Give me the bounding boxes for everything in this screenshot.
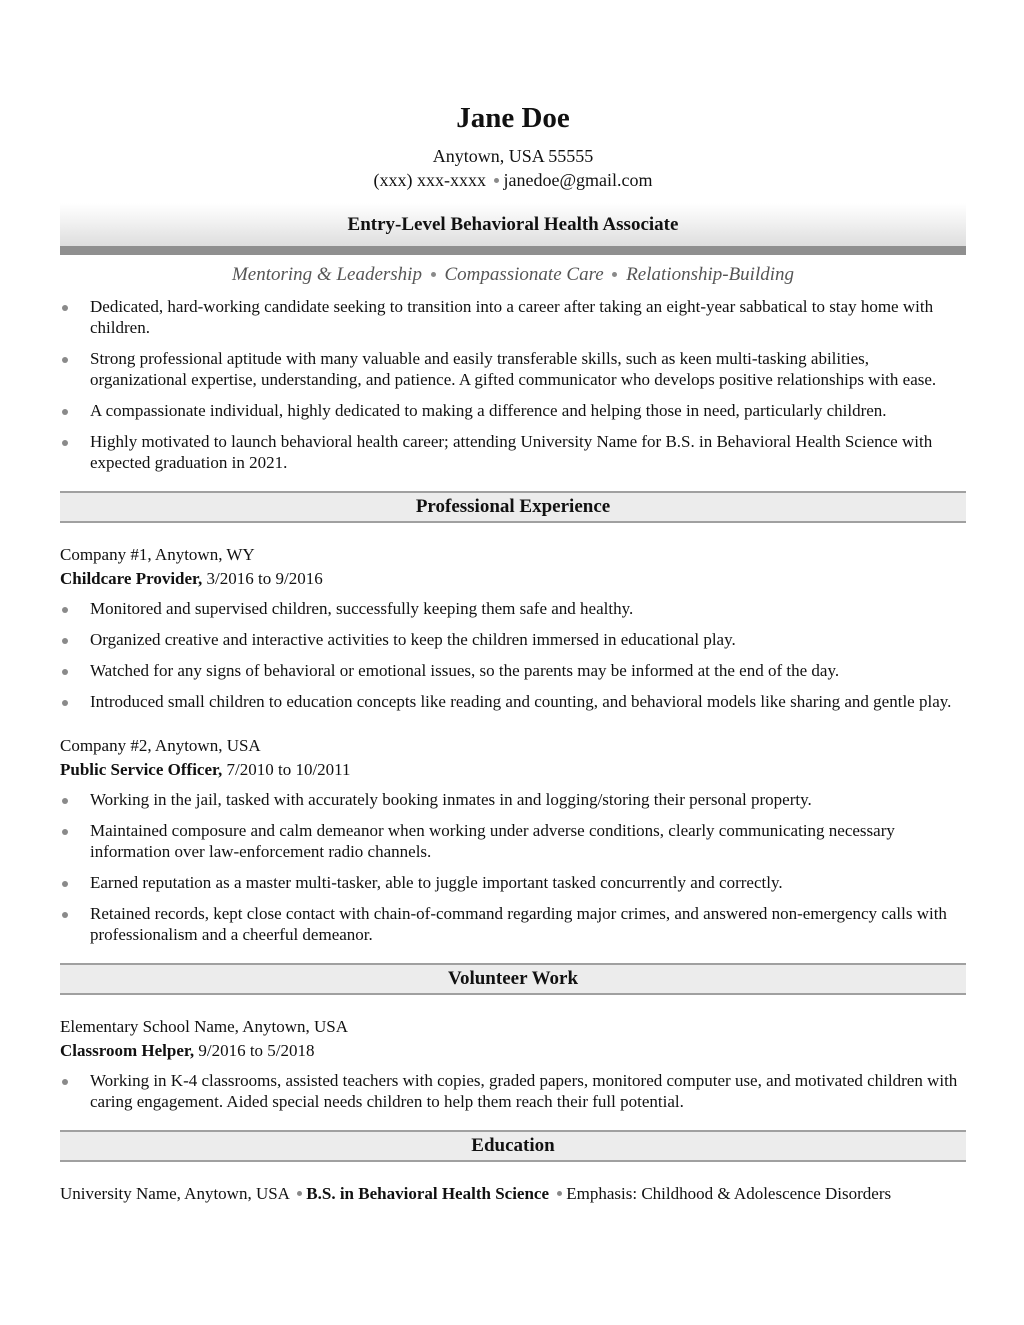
- volunteer-bullets: [60, 1070, 966, 1112]
- candidate-name: Jane Doe: [456, 102, 570, 134]
- job-role: [60, 758, 966, 782]
- role-title: Public Service Officer,: [60, 760, 223, 779]
- job-bullets: [60, 789, 966, 945]
- list-item: Monitored and supervised children, successfully keeping them safe and healthy.: [60, 598, 966, 619]
- banner-rule: [60, 246, 966, 255]
- bullet-dot-icon: [62, 607, 68, 613]
- phone: (xxx) xxx-xxxx: [373, 170, 486, 190]
- section-heading-experience: Professional Experience: [60, 491, 966, 523]
- section-heading-volunteer: Volunteer Work: [60, 963, 966, 995]
- skill: Relationship-Building: [626, 264, 795, 285]
- bullet-dot-icon: [62, 1079, 68, 1085]
- bullet-dot-icon: [62, 357, 68, 363]
- role-dates: 9/2016 to 5/2018: [198, 1041, 315, 1060]
- bullet-dot-icon: [494, 178, 499, 183]
- summary-list: [60, 296, 966, 473]
- list-item: Dedicated, hard-working candidate seeking to transition into a career after taking an eight-year sabbatical to stay home with children.: [60, 296, 966, 338]
- bullet-dot-icon: [431, 272, 436, 277]
- list-item: Maintained composure and calm demeanor when working under adverse conditions, clearly communicating necessary information over law-enforcement radio channels.: [60, 820, 966, 862]
- list-item: Organized creative and interactive activities to keep the children immersed in educational play.: [60, 629, 966, 650]
- list-item: Highly motivated to launch behavioral health career; attending University Name for B.S. in Behavioral Health Science with expected graduation in 2021.: [60, 431, 966, 473]
- list-item: Introduced small children to education concepts like reading and counting, and behavioral models like sharing and gentle play.: [60, 691, 966, 712]
- bullet-dot-icon: [62, 912, 68, 918]
- role-title: Classroom Helper,: [60, 1041, 195, 1060]
- list-item: Retained records, kept close contact with chain-of-command regarding major crimes, and answered non-emergency calls with professionalism and a cheerful demeanor.: [60, 903, 966, 945]
- job-bullets: [60, 598, 966, 712]
- contact-line: [60, 168, 966, 192]
- bullet-dot-icon: [62, 638, 68, 644]
- education-line: [60, 1182, 966, 1206]
- bullet-dot-icon: [62, 829, 68, 835]
- degree: B.S. in Behavioral Health Science: [306, 1184, 550, 1203]
- bullet-dot-icon: [62, 700, 68, 706]
- organization-name: Elementary School Name, Anytown, USA: [60, 1017, 349, 1036]
- job-title-banner: [60, 203, 966, 255]
- bullet-dot-icon: [62, 409, 68, 415]
- job-role: [60, 567, 966, 591]
- skill: Mentoring & Leadership: [231, 264, 422, 285]
- list-item: Strong professional aptitude with many valuable and easily transferable skills, such as keen multi-tasking abilities, organizational expertise, understanding, and patience. A gifted communicator who develops positive relationships with ease.: [60, 348, 966, 390]
- skill: Compassionate Care: [444, 264, 604, 285]
- role-dates: 3/2016 to 9/2016: [206, 569, 323, 588]
- email: janedoe@gmail.com: [503, 170, 653, 190]
- list-item: Watched for any signs of behavioral or emotional issues, so the parents may be informed at the end of the day.: [60, 660, 966, 681]
- bullet-dot-icon: [62, 798, 68, 804]
- school-name: University Name, Anytown, USA: [60, 1184, 290, 1203]
- company-name: Company #1, Anytown, WY: [60, 545, 255, 564]
- list-item: Working in the jail, tasked with accurately booking inmates in and logging/storing their personal property.: [60, 789, 966, 810]
- emphasis: Emphasis: Childhood & Adolescence Disorders: [566, 1184, 892, 1203]
- skills-tagline: [60, 263, 966, 287]
- bullet-dot-icon: [62, 881, 68, 887]
- bullet-dot-icon: [62, 305, 68, 311]
- list-item: Working in K-4 classrooms, assisted teachers with copies, graded papers, monitored computer use, and motivated children with caring engagement. Aided special needs children to help them reach their full potential.: [60, 1070, 966, 1112]
- section-heading-education: Education: [60, 1130, 966, 1162]
- role-dates: 7/2010 to 10/2011: [226, 760, 351, 779]
- location: Anytown, USA 55555: [432, 146, 594, 166]
- role-title: Childcare Provider,: [60, 569, 203, 588]
- volunteer-role: [60, 1039, 966, 1063]
- bullet-dot-icon: [557, 1191, 562, 1196]
- list-item: A compassionate individual, highly dedicated to making a difference and helping those in need, particularly children.: [60, 400, 966, 421]
- bullet-dot-icon: [612, 272, 617, 277]
- job-title: Entry-Level Behavioral Health Associate: [347, 214, 679, 235]
- list-item: Earned reputation as a master multi-tasker, able to juggle important tasked concurrently and correctly.: [60, 872, 966, 893]
- bullet-dot-icon: [297, 1191, 302, 1196]
- bullet-dot-icon: [62, 440, 68, 446]
- company-name: Company #2, Anytown, USA: [60, 736, 261, 755]
- bullet-dot-icon: [62, 669, 68, 675]
